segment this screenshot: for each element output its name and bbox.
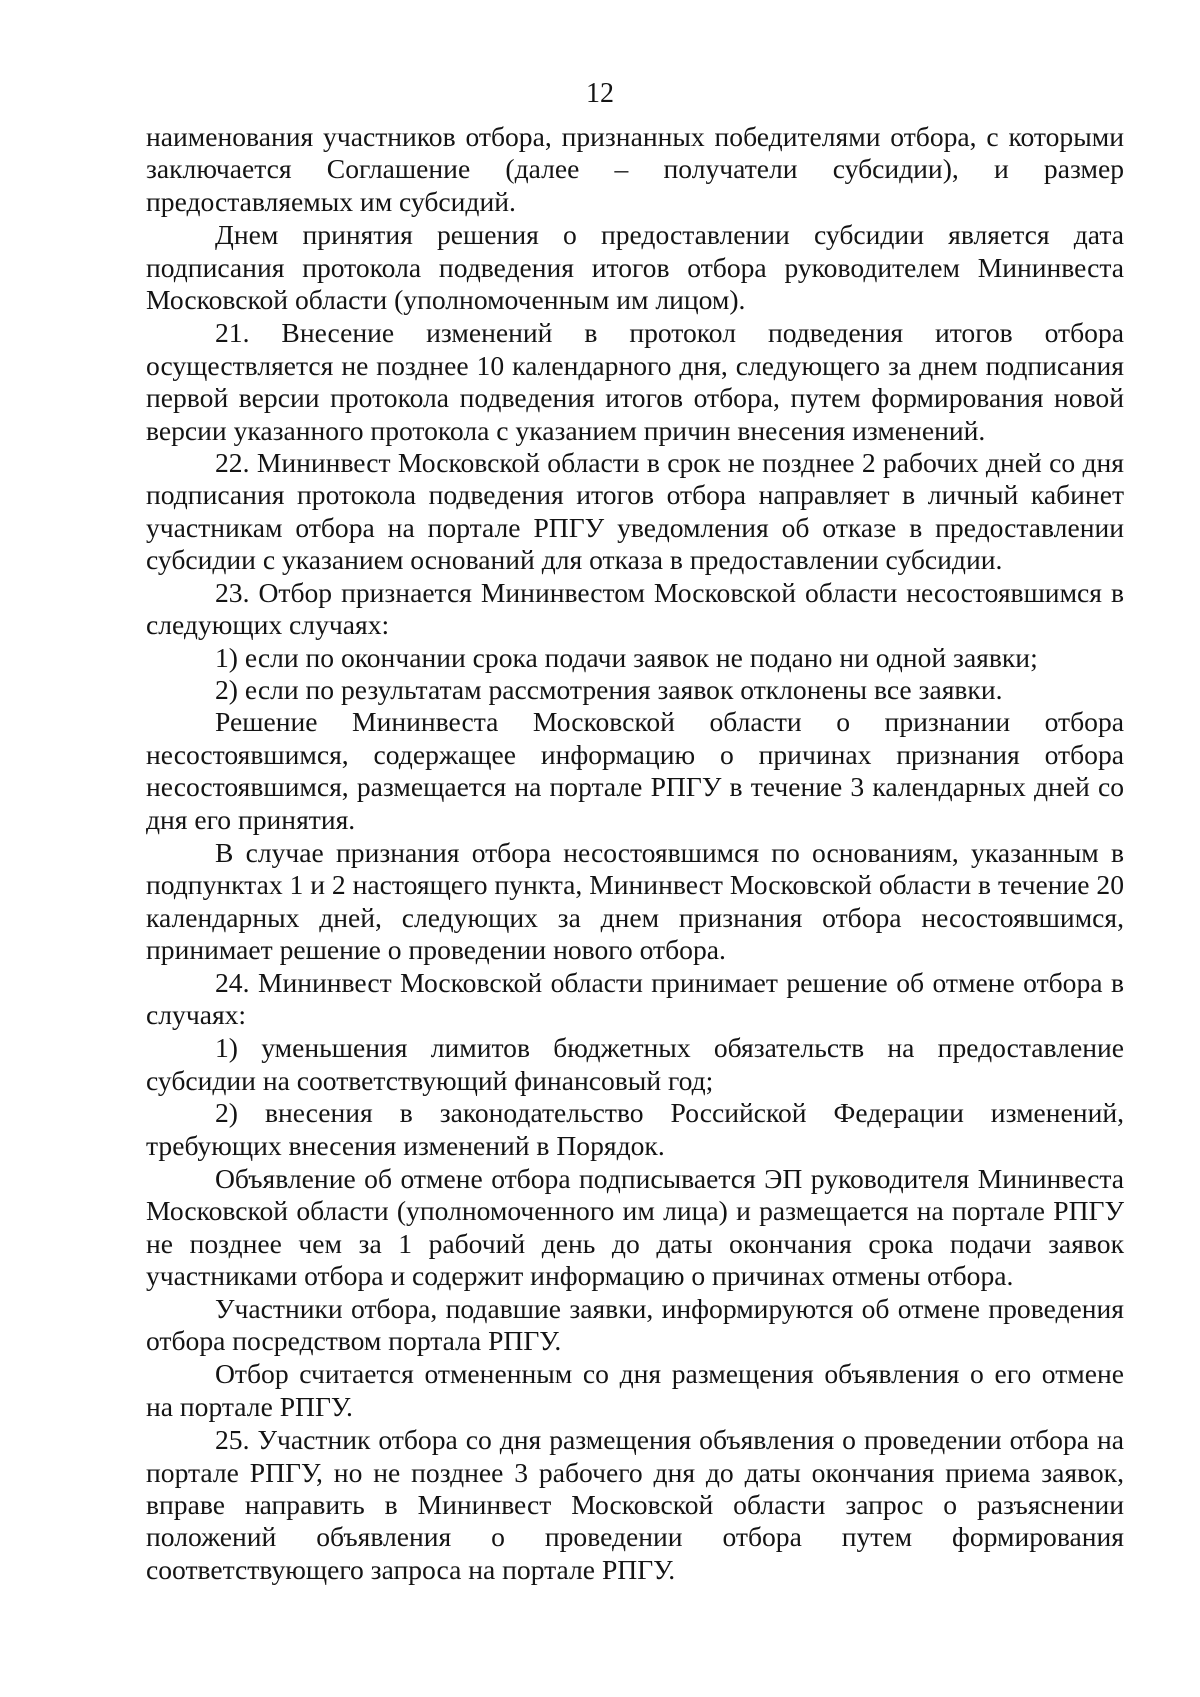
paragraph-clause-25: 25. Участник отбора со дня размещения объявления о проведении отбора на портале РПГУ, но не позднее 3 рабочего дня до даты окончания приема заявок, вправе направить в Мининвест Московской области запрос о разъяснении положений объявления о проведении отбора путем формирования соответствующего запроса на портале РПГУ. <box>146 1424 1124 1585</box>
paragraph-winners-list-continuation: наименования участников отбора, признанных победителями отбора, с которыми заключается Соглашение (далее – получатели субсидии), и размер предоставляемых им субсидий. <box>146 121 1124 217</box>
page-number: 12 <box>586 78 614 109</box>
paragraph-clause-23-item-1: 1) если по окончании срока подачи заявок не подано ни одной заявки; <box>215 641 1038 673</box>
paragraph-cancellation-effective: Отбор считается отмененным со дня размещения объявления о его отмене на портале РПГУ. <box>146 1358 1124 1422</box>
paragraph-clause-22: 22. Мининвест Московской области в срок не позднее 2 рабочих дней со дня подписания протокола подведения итогов отбора направляет в личный кабинет участникам отбора на портале РПГУ уведомления об отказе в предоставлении субсидии с указанием оснований для отказа в предоставлении субсидии. <box>146 447 1124 576</box>
paragraph-clause-24-item-2: 2) внесения в законодательство Российской Федерации изменений, требующих внесения изменений в Порядок. <box>146 1097 1124 1161</box>
paragraph-clause-21: 21. Внесение изменений в протокол подведения итогов отбора осуществляется не позднее 10 календарного дня, следующего за днем подписания первой версии протокола подведения итогов отбора, путем формирования новой версии указанного протокола с указанием причин внесения изменений. <box>146 317 1124 446</box>
paragraph-failed-selection-decision: Решение Мининвеста Московской области о признании отбора несостоявшимся, содержащее информацию о причинах признания отбора несостоявшимся, размещается на портале РПГУ в течение 3 календарных дней со дня его принятия. <box>146 706 1124 835</box>
paragraph-cancellation-notice: Объявление об отмене отбора подписывается ЭП руководителя Мининвеста Московской области (уполномоченного им лица) и размещается на портале РПГУ не позднее чем за 1 рабочий день до даты окончания срока подачи заявок участниками отбора и содержит информацию о причинах отмены отбора. <box>146 1163 1124 1292</box>
paragraph-clause-23: 23. Отбор признается Мининвестом Московской области несостоявшимся в следующих случаях: <box>146 576 1124 641</box>
paragraph-clause-24: 24. Мининвест Московской области принимает решение об отмене отбора в случаях: <box>146 966 1124 1030</box>
paragraph-clause-24-item-1: 1) уменьшения лимитов бюджетных обязательств на предоставление субсидии на соответствующий финансовый год; <box>146 1032 1124 1096</box>
paragraph-clause-23-item-2: 2) если по результатам рассмотрения заявок отклонены все заявки. <box>215 673 1003 705</box>
paragraph-decision-date: Днем принятия решения о предоставлении субсидии является дата подписания протокола подведения итогов отбора руководителем Мининвеста Московской области (уполномоченным им лицом). <box>146 219 1124 316</box>
paragraph-new-selection: В случае признания отбора несостоявшимся по основаниям, указанным в подпунктах 1 и 2 настоящего пункта, Мининвест Московской области в течение 20 календарных дней, следующих за днем признания отбора несостоявшимся, принимает решение о проведении нового отбора. <box>146 836 1124 966</box>
paragraph-participants-informed: Участники отбора, подавшие заявки, информируются об отмене проведения отбора посредством портала РПГУ. <box>146 1292 1124 1357</box>
document-body <box>146 121 1124 1586</box>
